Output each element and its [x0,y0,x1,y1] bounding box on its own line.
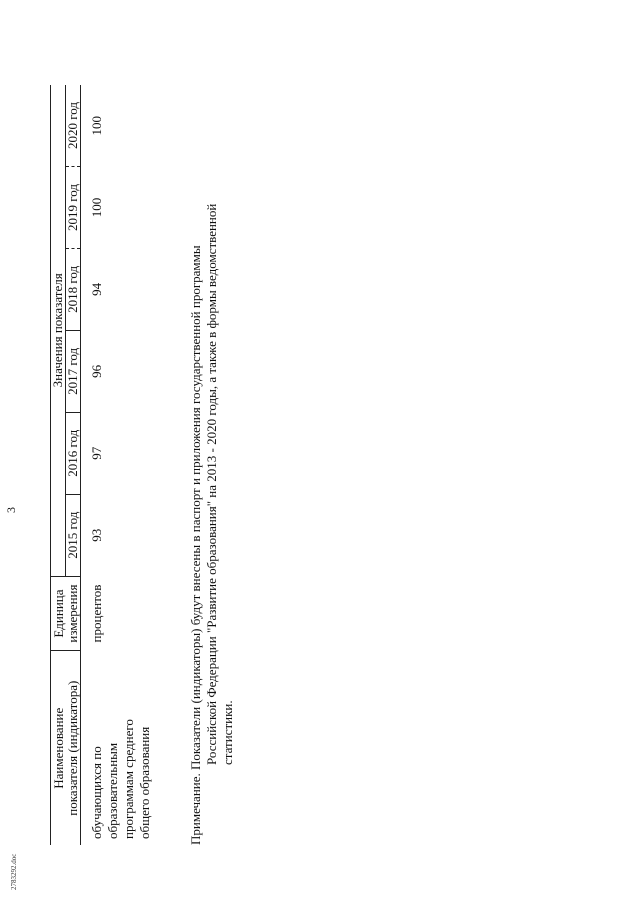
row-name-line3: программам среднего [121,719,136,839]
header-name-line1: Наименование [50,707,66,789]
row-name-line4: общего образования [137,726,152,839]
header-unit-line2: измерения [64,584,80,643]
header-year-2019: 2019 год [66,167,81,249]
header-year-2015: 2015 год [66,494,81,576]
header-unit-line1: Единица [50,589,66,638]
row-value-2018: 94 [89,282,104,296]
page-number: 3 [4,507,18,513]
row-name-line1: обучающихся по [89,746,104,839]
indicators-table [50,85,153,845]
header-unit [51,576,81,651]
row-value-2020: 100 [89,116,104,136]
header-year-2018: 2018 год [66,248,81,330]
row-value-2016: 97 [89,446,104,460]
row-name-line2: образовательным [105,742,120,839]
header-year-2016: 2016 год [66,412,81,494]
header-name-line2: показателя (индикатора) [64,680,80,816]
footnote [188,125,236,845]
table-row [81,85,154,845]
table-container [50,85,153,845]
table-header-row-1 [51,85,66,845]
footnote-line1: Примечание. Показатели (индикаторы) будут внесены в паспорт и приложения государственной программы [188,245,203,845]
document-filename: 2783292.doc [10,853,18,890]
footnote-line3: статистики. [220,700,235,765]
rotated-page [0,102,260,905]
row-value-2015: 93 [89,528,104,542]
row-unit: процентов [89,584,104,643]
row-value-2019: 100 [89,197,104,218]
footnote-line2: Российской Федерации "Развитие образования" на 2013 - 2020 годы, а также в формы ведомственной [204,203,219,765]
row-name-cell [81,651,154,845]
header-name [51,651,81,845]
row-value-2017: 96 [89,364,104,378]
header-year-2017: 2017 год [66,330,81,412]
header-values-group: Значения показателя [51,85,66,576]
header-year-2020: 2020 год [66,85,81,167]
